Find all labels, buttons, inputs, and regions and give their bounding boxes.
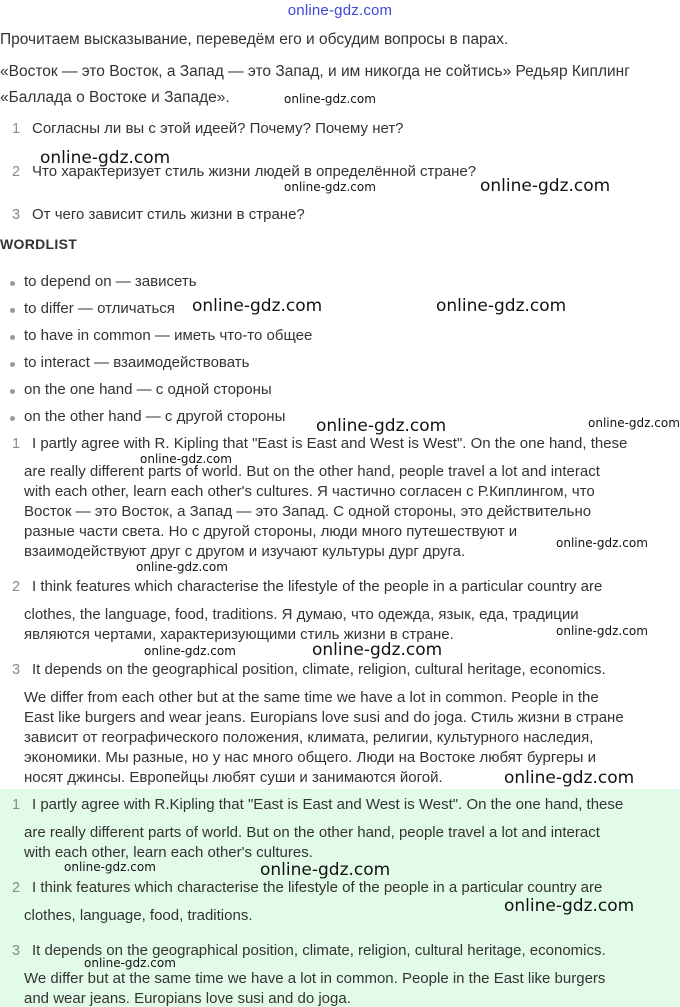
watermark: online-gdz.com bbox=[504, 768, 635, 788]
intro-text: Прочитаем высказывание, переведём его и обсудим вопросы в парах. bbox=[0, 31, 509, 48]
answer-number: 2 bbox=[12, 579, 21, 595]
question-item: Что характеризует стиль жизни людей в определённой стране? bbox=[32, 163, 477, 180]
watermark: online-gdz.com bbox=[436, 296, 567, 316]
watermark: online-gdz.com bbox=[260, 860, 391, 880]
answer-line: I think features which characterise the lifestyle of the people in a particular country are bbox=[32, 578, 603, 595]
answer-line: clothes, the language, food, traditions. Я думаю, что одежда, язык, еда, традиции bbox=[24, 606, 579, 623]
answer-line: взаимодействуют друг с другом и изучают культуры дург друга. bbox=[24, 543, 466, 560]
answer-line: clothes, language, food, traditions. bbox=[24, 907, 253, 924]
answer-line: I partly agree with R.Kipling that "East is East and West is West". On the one hand, these bbox=[32, 796, 624, 813]
answer-line: I partly agree with R. Kipling that "East is East and West is West". On the one hand, these bbox=[32, 435, 628, 452]
watermark: online-gdz.com bbox=[144, 644, 236, 658]
watermark: online-gdz.com bbox=[284, 92, 376, 106]
watermark: online-gdz.com bbox=[556, 536, 648, 550]
answer-number: 1 bbox=[12, 436, 21, 452]
answer-line: It depends on the geographical position, climate, religion, cultural heritage, economics. bbox=[32, 942, 606, 959]
question-number: 3 bbox=[12, 207, 21, 223]
watermark: online-gdz.com bbox=[480, 176, 611, 196]
question-number: 2 bbox=[12, 164, 21, 180]
answer-line: are really different parts of world. But on the other hand, people travel a lot and interact bbox=[24, 824, 600, 841]
quote-line-1: «Восток — это Восток, а Запад — это Запад, и им никогда не сойтись» Редьяр Киплинг bbox=[0, 63, 630, 80]
site-header-link[interactable]: online-gdz.com bbox=[287, 2, 393, 19]
question-item: От чего зависит стиль жизни в стране? bbox=[32, 206, 305, 223]
watermark: online-gdz.com bbox=[284, 180, 376, 194]
answer-line: and wear jeans. Europians love susi and do joga. bbox=[24, 990, 351, 1007]
answer-number: 1 bbox=[12, 797, 21, 813]
answer-number: 3 bbox=[12, 943, 21, 959]
watermark: online-gdz.com bbox=[192, 296, 323, 316]
wordlist-item: to interact — взаимодействовать bbox=[24, 354, 250, 371]
wordlist-item: to depend on — зависеть bbox=[24, 273, 197, 290]
answer-line: It depends on the geographical position, climate, religion, cultural heritage, economics. bbox=[32, 661, 606, 678]
answer-line: are really different parts of world. But on the other hand, people travel a lot and interact bbox=[24, 463, 600, 480]
answer-line: We differ but at the same time we have a lot in common. People in the East like burgers bbox=[24, 970, 606, 987]
watermark: online-gdz.com bbox=[84, 956, 176, 970]
answer-line: Восток — это Восток, а Запад — это Запад. С одной стороны, это действительно bbox=[24, 503, 592, 520]
wordlist-item: on the other hand — с другой стороны bbox=[24, 408, 286, 425]
watermark: online-gdz.com bbox=[40, 148, 171, 168]
wordlist-item: on the one hand — с одной стороны bbox=[24, 381, 272, 398]
watermark: online-gdz.com bbox=[312, 640, 443, 660]
question-item: Согласны ли вы с этой идеей? Почему? Почему нет? bbox=[32, 120, 404, 137]
answer-number: 3 bbox=[12, 662, 21, 678]
wordlist-title: WORDLIST bbox=[0, 236, 78, 252]
watermark: online-gdz.com bbox=[136, 560, 228, 574]
wordlist-item: to have in common — иметь что-то общее bbox=[24, 327, 313, 344]
watermark: online-gdz.com bbox=[504, 896, 635, 916]
answer-line: являются чертами, характеризующими стиль жизни в стране. bbox=[24, 626, 454, 643]
answer-line: We differ from each other but at the same time we have a lot in common. People in the bbox=[24, 689, 599, 706]
quote-line-2: «Баллада о Востоке и Западе». bbox=[0, 89, 230, 106]
watermark: online-gdz.com bbox=[588, 416, 680, 430]
answer-line: I think features which characterise the lifestyle of the people in a particular country are bbox=[32, 879, 603, 896]
question-number: 1 bbox=[12, 121, 21, 137]
answer-number: 2 bbox=[12, 880, 21, 896]
answer-line: разные части света. Но с другой стороны, люди много путешествуют и bbox=[24, 523, 518, 540]
wordlist-item: to differ — отличаться bbox=[24, 300, 175, 317]
watermark: online-gdz.com bbox=[556, 624, 648, 638]
answer-line: East like burgers and wear jeans. Europians love susi and do joga. Стиль жизни в стране bbox=[24, 709, 624, 726]
watermark: online-gdz.com bbox=[316, 416, 447, 436]
watermark: online-gdz.com bbox=[64, 860, 156, 874]
answer-line: экономики. Мы разные, но у нас много общего. Люди на Востоке любят бургеры и bbox=[24, 749, 597, 766]
watermark: online-gdz.com bbox=[140, 452, 232, 466]
answer-line: носят джинсы. Европейцы любят суши и занимаются йогой. bbox=[24, 769, 443, 786]
answer-line: with each other, learn each other's cultures. bbox=[24, 844, 313, 861]
answer-line: зависит от географического положения, климата, религии, культурного наследия, bbox=[24, 729, 594, 746]
answer-line: with each other, learn each other's cultures. Я частично согласен с Р.Киплингом, что bbox=[24, 483, 595, 500]
